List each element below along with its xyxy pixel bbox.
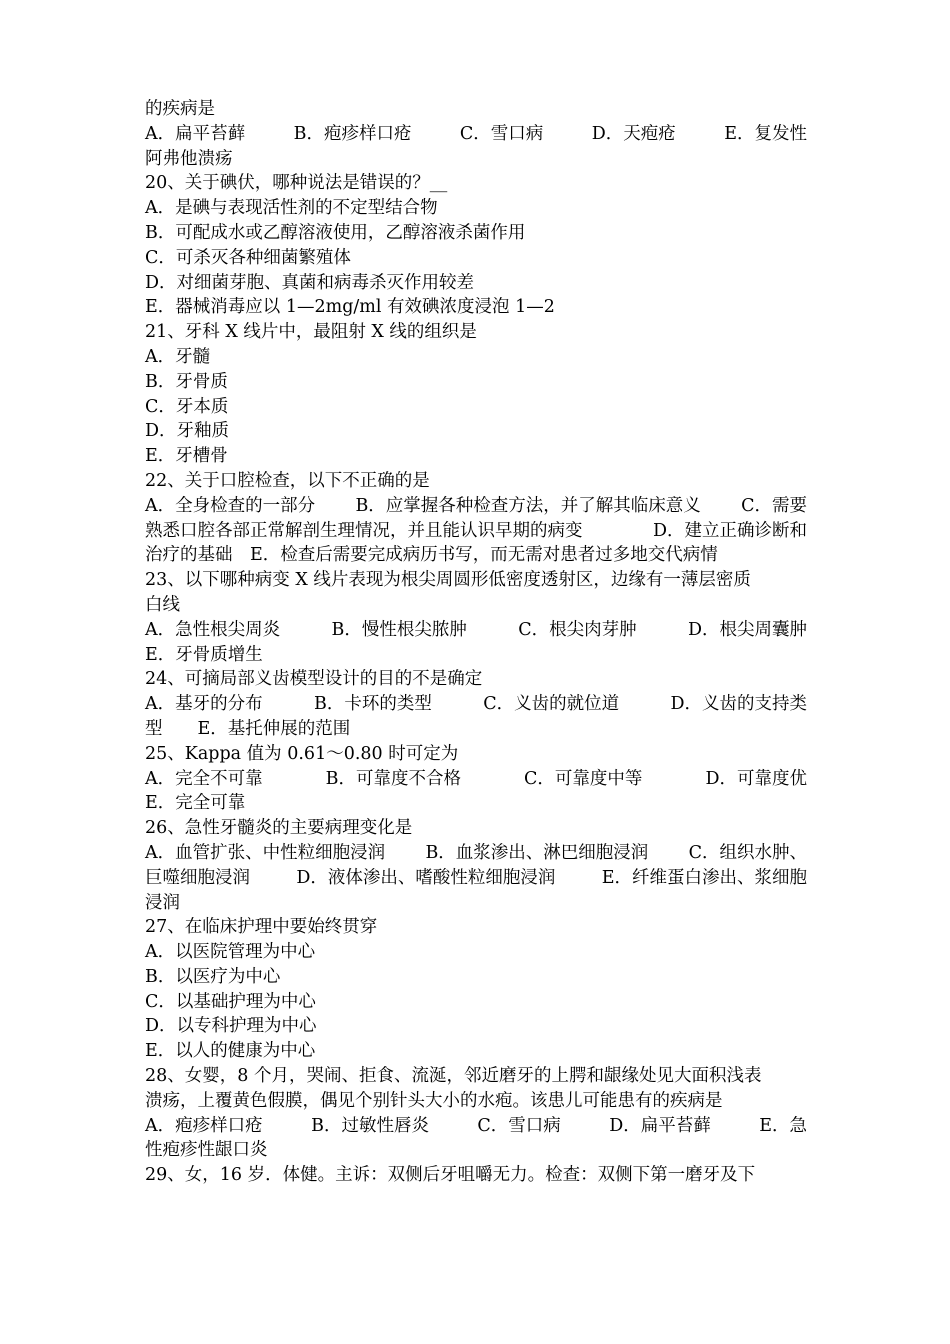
text-line: 22、关于口腔检查，以下不正确的是 [145, 470, 430, 491]
line-segment: C．根尖肉芽肿 [518, 619, 637, 640]
line-segment: C．组织水肿、 [688, 842, 807, 863]
text-line: D．对细菌芽胞、真菌和病毒杀灭作用较差 [145, 272, 475, 293]
line-segment: D．液体渗出、嗜酸性粒细胞浸润 [296, 867, 556, 888]
line-segment: E．纤维蛋白渗出、浆细胞 [601, 867, 807, 888]
text-line: 治疗的基础 E．检查后需要完成病历书写，而无需对患者过多地交代病情 [145, 545, 718, 566]
justified-line [145, 866, 807, 891]
text-line: E．以人的健康为中心 [145, 1041, 316, 1062]
text-line: 24、可摘局部义齿模型设计的目的不是确定 [145, 669, 483, 690]
line-segment: 23、以下哪种病变 X 线片表现为根尖周圆形低密度透射区，边缘有一薄层密质 [145, 570, 751, 591]
line-segment: D．天疱疮 [591, 123, 676, 144]
text-line: 20、关于碘伏，哪种说法是错误的？__ [145, 173, 448, 194]
text-line: 的疾病是 [145, 99, 215, 119]
text-line: B．可配成水或乙醇溶液使用，乙醇溶液杀菌作用 [145, 222, 526, 243]
text-line: C．牙本质 [145, 396, 229, 417]
line-segment: A．急性根尖周炎 [145, 619, 281, 640]
line-segment: 28、女婴，8 个月，哭闹、拒食、流涎，邻近磨牙的上腭和龈缘处见大面积浅表 [145, 1066, 762, 1087]
text-line: 21、牙科 X 线片中，最阻射 X 线的组织是 [145, 322, 477, 343]
text-line: B．以医疗为中心 [145, 966, 281, 987]
document-text [145, 97, 807, 1188]
text-line: C．以基础护理为中心 [145, 991, 316, 1012]
line-segment: D．可靠度优 [705, 768, 807, 789]
text-line: 白线 [145, 594, 180, 615]
justified-line [145, 568, 807, 593]
justified-line [145, 519, 807, 544]
line-segment: A．血管扩张、中性粒细胞浸润 [145, 842, 386, 863]
line-segment: A．完全不可靠 [145, 768, 263, 789]
line-segment: A．全身检查的一部分 [145, 495, 316, 516]
text-line: 阿弗他溃疡 [145, 148, 233, 169]
line-segment: B．血浆渗出、淋巴细胞浸润 [425, 842, 649, 863]
text-line: C．可杀灭各种细菌繁殖体 [145, 247, 351, 268]
line-segment: D．扁平苔藓 [609, 1115, 711, 1136]
line-segment: A．扁平苔藓 [145, 123, 246, 144]
line-segment: C．可靠度中等 [524, 768, 643, 789]
text-line: 26、急性牙髓炎的主要病理变化是 [145, 818, 413, 839]
text-line: D．牙釉质 [145, 421, 230, 442]
line-segment: B．应掌握各种检查方法，并了解其临床意义 [355, 495, 701, 516]
line-segment: B．慢性根尖脓肿 [331, 619, 467, 640]
line-segment: 熟悉口腔各部正常解剖生理情况，并且能认识早期的病变 [145, 520, 583, 541]
justified-line [145, 494, 807, 519]
justified-line [145, 1114, 807, 1139]
line-segment: B．可靠度不合格 [325, 768, 462, 789]
line-segment: C．雪口病 [459, 123, 544, 144]
line-segment: 29、女，16 岁．体健。主诉：双侧后牙咀嚼无力。检查：双侧下第一磨牙及下 [145, 1165, 756, 1186]
justified-line [145, 767, 807, 792]
line-segment: B．疱疹样口疮 [293, 123, 412, 144]
text-line: 性疱疹性龈口炎 [145, 1140, 268, 1161]
text-line: B．牙骨质 [145, 371, 228, 392]
text-line: E．器械消毒应以 1—2mg/ml 有效碘浓度浸泡 1—2 [145, 297, 555, 318]
justified-line [145, 122, 807, 147]
justified-line [145, 841, 807, 866]
justified-line [145, 618, 807, 643]
text-line: E．牙骨质增生 [145, 644, 263, 665]
text-line: 25、Kappa 值为 0.61～0.80 时可定为 [145, 743, 459, 764]
text-line: 浸润 [145, 892, 180, 913]
text-line: A．是碘与表现活性剂的不定型结合物 [145, 198, 438, 219]
line-segment: C．雪口病 [477, 1115, 561, 1136]
text-line: A．以医院管理为中心 [145, 942, 316, 963]
line-segment: C．义齿的就位道 [483, 694, 620, 715]
justified-line [145, 1064, 807, 1089]
text-line: A．牙髓 [145, 346, 211, 367]
line-segment: D．义齿的支持类 [670, 694, 807, 715]
text-line: 27、在临床护理中要始终贯穿 [145, 917, 378, 938]
line-segment: 巨噬细胞浸润 [145, 867, 250, 888]
line-segment: B．过敏性唇炎 [311, 1115, 429, 1136]
line-segment: A．基牙的分布 [145, 694, 263, 715]
line-segment: E．急 [759, 1115, 807, 1136]
line-segment: C．需要 [741, 495, 807, 516]
text-line: D．以专科护理为中心 [145, 1016, 317, 1037]
line-segment: E．复发性 [724, 123, 807, 144]
text-line: 溃疡，上覆黄色假膜，偶见个别针头大小的水疱。该患儿可能患有的疾病是 [145, 1090, 723, 1111]
line-segment: A．疱疹样口疮 [145, 1115, 263, 1136]
justified-line [145, 1163, 807, 1188]
text-line: E．完全可靠 [145, 793, 246, 814]
text-line: E．牙槽骨 [145, 446, 228, 467]
justified-line [145, 692, 807, 717]
line-segment: B．卡环的类型 [313, 694, 432, 715]
line-segment: D．根尖周囊肿 [687, 619, 807, 640]
line-segment: D．建立正确诊断和 [652, 520, 807, 541]
text-line: 型 E．基托伸展的范围 [145, 718, 351, 739]
